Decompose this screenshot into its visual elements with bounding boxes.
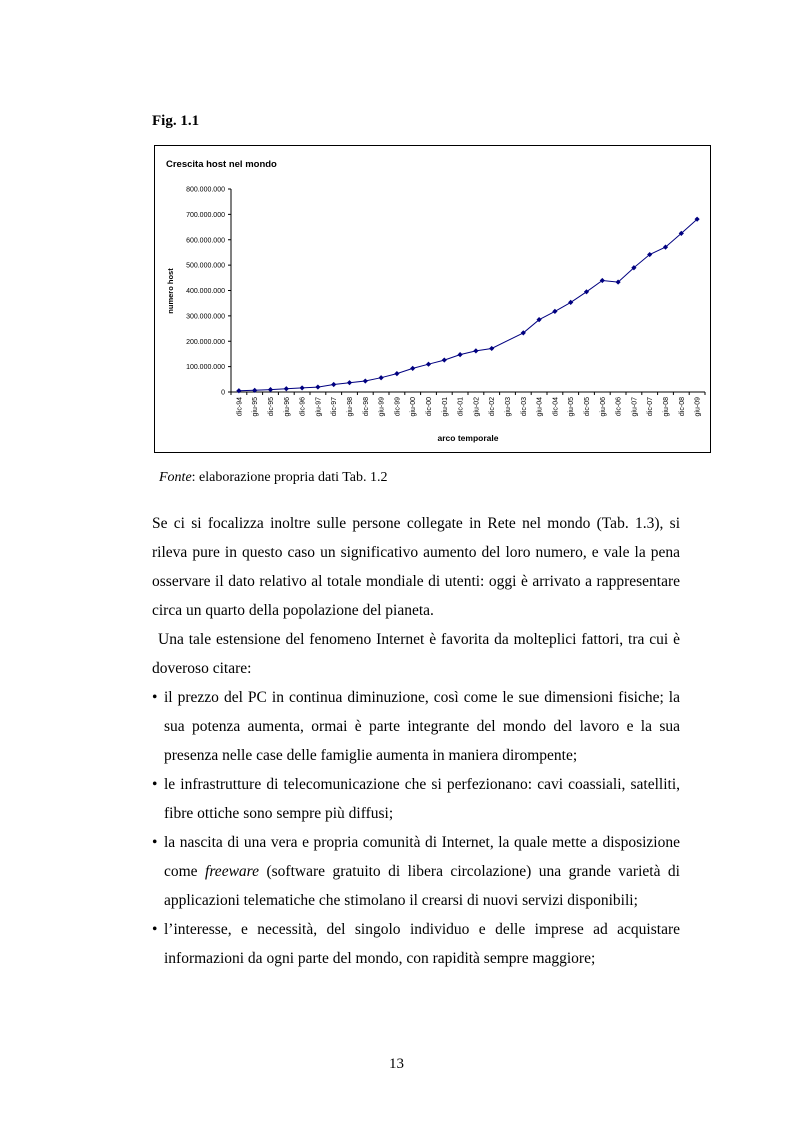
y-tick-label: 200.000.000 bbox=[186, 338, 225, 346]
x-tick-label: giu-09 bbox=[694, 397, 702, 417]
list-item bbox=[152, 683, 680, 770]
x-tick-label: giu-07 bbox=[631, 397, 639, 417]
list-item bbox=[152, 770, 680, 828]
data-point bbox=[363, 378, 368, 383]
x-tick-label: dic-01 bbox=[457, 397, 465, 417]
x-tick-label: giu-97 bbox=[315, 397, 323, 417]
list-item bbox=[152, 828, 680, 915]
list-item-text: il prezzo del PC in continua diminuzione, così come le sue dimensioni fisiche; la sua potenza aumenta, ormai è parte integrante del mondo del lavoro e la sua presenza nelle case delle famiglie aumenta in maniera dirompente; bbox=[164, 689, 680, 764]
y-tick-label: 300.000.000 bbox=[186, 313, 225, 321]
y-tick-label: 0 bbox=[221, 389, 225, 397]
x-tick-label: dic-98 bbox=[362, 397, 370, 417]
x-tick-label: giu-96 bbox=[283, 397, 291, 417]
x-tick-label: giu-95 bbox=[252, 397, 260, 417]
data-point bbox=[379, 375, 384, 380]
x-tick-label: dic-94 bbox=[236, 397, 244, 417]
y-tick-label: 700.000.000 bbox=[186, 211, 225, 219]
y-tick-label: 100.000.000 bbox=[186, 364, 225, 372]
data-point bbox=[347, 380, 352, 385]
data-point bbox=[473, 348, 478, 353]
x-tick-label: giu-04 bbox=[536, 397, 544, 417]
y-tick-label: 800.000.000 bbox=[186, 186, 225, 194]
x-tick-label: dic-95 bbox=[268, 397, 275, 417]
x-tick-label: giu-06 bbox=[599, 397, 607, 417]
bullet-icon: • bbox=[152, 776, 158, 793]
data-point bbox=[568, 300, 573, 305]
source-prefix: Fonte bbox=[159, 470, 192, 485]
chart-title: Crescita host nel mondo bbox=[166, 159, 277, 170]
x-tick-label: dic-00 bbox=[426, 397, 433, 417]
x-tick-label: dic-04 bbox=[552, 397, 560, 417]
y-axis-label: numero host bbox=[166, 268, 175, 314]
data-point bbox=[458, 352, 463, 357]
x-tick-label: giu-98 bbox=[347, 397, 354, 417]
data-point bbox=[300, 385, 305, 390]
x-axis-label: arco temporale bbox=[437, 433, 499, 443]
figure-label: Fig. 1.1 bbox=[152, 113, 200, 129]
data-point bbox=[394, 371, 399, 376]
bullet-icon: • bbox=[152, 834, 158, 851]
data-point bbox=[426, 362, 431, 367]
x-tick-label: giu-01 bbox=[441, 397, 449, 417]
x-tick-label: giu-05 bbox=[568, 397, 576, 417]
bullet-icon: • bbox=[152, 689, 158, 706]
x-tick-label: dic-05 bbox=[584, 397, 591, 417]
list-item-text-end: (software gratuito di libera circolazione) una grande varietà di applicazioni telematiche che stimolano il crearsi di nuovi servizi disponibili; bbox=[164, 863, 680, 909]
list-item-text: le infrastrutture di telecomunicazione che si perfezionano: cavi coassiali, satelliti, fibre ottiche sono sempre più diffusi; bbox=[164, 776, 680, 822]
body-text bbox=[152, 509, 680, 973]
series-line bbox=[239, 219, 697, 391]
x-tick-label: dic-99 bbox=[394, 397, 402, 417]
x-tick-label: giu-00 bbox=[410, 397, 418, 417]
x-tick-label: giu-03 bbox=[505, 397, 512, 417]
y-tick-label: 600.000.000 bbox=[186, 237, 225, 245]
x-tick-label: dic-97 bbox=[331, 397, 339, 417]
data-point bbox=[315, 384, 320, 389]
list-item-text-start: la nascita di una vera e propria comunità di Internet, la quale mette a disposizione come bbox=[164, 834, 680, 880]
data-point bbox=[331, 382, 336, 387]
x-tick-label: dic-03 bbox=[520, 397, 528, 417]
host-growth-chart bbox=[155, 146, 712, 454]
y-tick-label: 500.000.000 bbox=[186, 262, 225, 270]
data-point bbox=[284, 386, 289, 391]
paragraph-2: Una tale estensione del fenomeno Internet è favorita da molteplici fattori, tra cui è doveroso citare: bbox=[152, 631, 680, 677]
chart-frame bbox=[154, 145, 711, 453]
data-point bbox=[236, 388, 241, 393]
paragraph-1: Se ci si focalizza inoltre sulle persone collegate in Rete nel mondo (Tab. 1.3), si rileva pure in questo caso un significativo aumento del loro numero, e vale la pena osservare il dato relativo al totale mondiale di utenti: oggi è arrivato a rappresentare circa un quarto della popolazione del pianeta. bbox=[152, 515, 680, 619]
data-point bbox=[268, 387, 273, 392]
data-point bbox=[489, 346, 494, 351]
x-tick-label: dic-02 bbox=[489, 397, 497, 417]
data-point bbox=[552, 309, 557, 314]
x-tick-label: giu-08 bbox=[663, 397, 670, 417]
bullet-icon: • bbox=[152, 921, 158, 938]
x-tick-label: dic-06 bbox=[615, 397, 623, 417]
figure-source bbox=[159, 470, 388, 486]
x-tick-label: giu-99 bbox=[378, 397, 386, 417]
page-number: 13 bbox=[389, 1056, 404, 1072]
data-point bbox=[442, 357, 447, 362]
x-tick-label: giu-02 bbox=[473, 397, 481, 417]
list-item bbox=[152, 915, 680, 973]
factor-list bbox=[152, 683, 680, 973]
freeware-term: freeware bbox=[205, 863, 259, 880]
data-point bbox=[410, 366, 415, 371]
x-tick-label: dic-96 bbox=[299, 397, 307, 417]
list-item-text: l’interesse, e necessità, del singolo individuo e delle imprese ad acquistare informazioni da ogni parte del mondo, con rapidità sempre maggiore; bbox=[164, 921, 680, 967]
x-tick-label: dic-07 bbox=[647, 397, 655, 417]
source-text: : elaborazione propria dati Tab. 1.2 bbox=[191, 470, 388, 485]
y-tick-label: 400.000.000 bbox=[186, 288, 225, 295]
x-tick-label: dic-08 bbox=[678, 397, 686, 417]
